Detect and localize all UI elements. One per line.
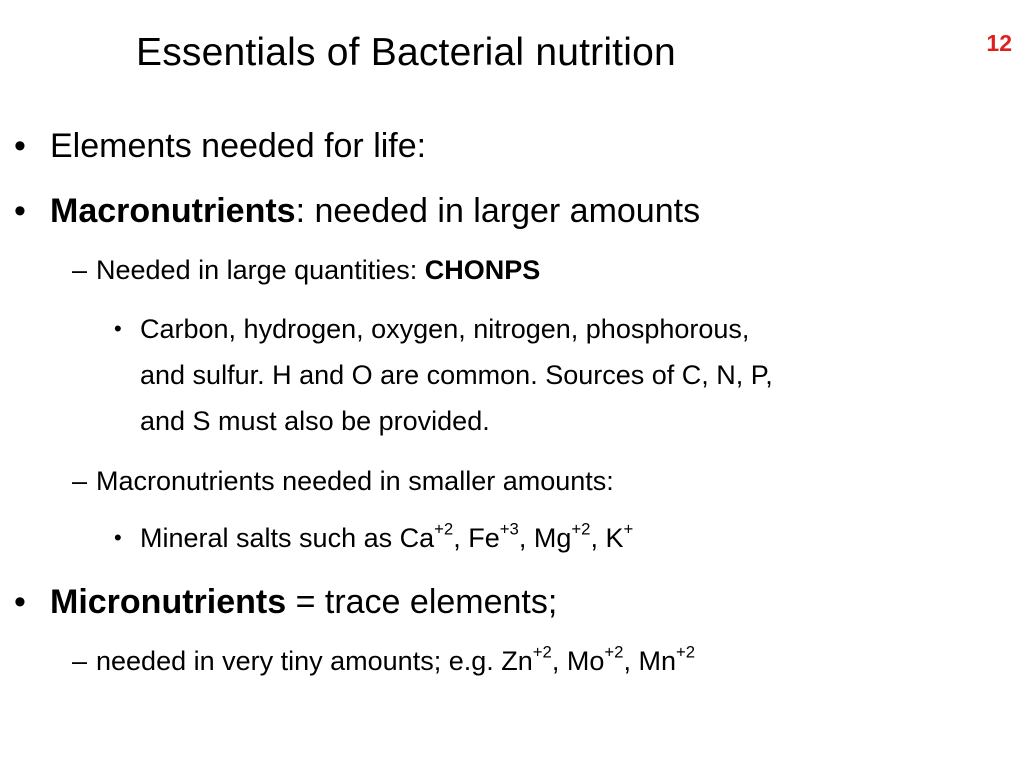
ion-separator: ,	[623, 646, 639, 676]
ion-charge: +3	[499, 519, 519, 539]
ion-symbol: Mo	[566, 646, 605, 676]
ion-separator: ,	[551, 646, 567, 676]
sub-bullet-text: Needed in large quantities:	[96, 255, 425, 285]
bullet-text: = trace elements;	[286, 583, 558, 621]
sub-bullet-tiny-amounts	[72, 643, 695, 679]
bullet-marker: •	[14, 583, 26, 621]
bullet-marker: •	[14, 192, 26, 230]
ion-symbol: Mg	[533, 523, 572, 553]
detail-text	[140, 515, 1000, 561]
slide-title: Essentials of Bacterial nutrition	[136, 31, 676, 74]
detail-line-1: Carbon, hydrogen, oxygen, nitrogen, phosphorous,	[140, 314, 750, 344]
detail-line-2: and sulfur. H and O are common. Sources of C, N, P,	[140, 360, 773, 390]
bullet-micronutrients	[14, 581, 557, 623]
ion-symbol: K	[605, 523, 624, 553]
sub-bullet-bold-term: CHONPS	[424, 255, 541, 285]
sub-bullet-large-quantities	[72, 252, 540, 288]
detail-chonps	[114, 306, 1000, 444]
detail-line-3: and S must also be provided.	[140, 406, 490, 436]
sub-bullet-smaller-amounts	[72, 463, 614, 499]
ion-symbol: Zn	[501, 646, 533, 676]
ion-symbol: Mn	[638, 646, 677, 676]
detail-text	[140, 306, 1000, 444]
ion-charge: +	[623, 519, 634, 539]
sub-bullet-text: Macronutrients needed in smaller amounts:	[96, 466, 614, 496]
ion-charge: +2	[604, 642, 624, 662]
sub-bullet-text: needed in very tiny amounts; e.g.	[96, 646, 502, 676]
bullet-text: Elements needed for life:	[50, 127, 427, 165]
bullet-text: : needed in larger amounts	[295, 192, 701, 230]
bullet-bold-term: Micronutrients	[50, 583, 287, 621]
ion-separator: ,	[518, 523, 534, 553]
ion-separator: ,	[590, 523, 606, 553]
ion-symbol: Fe	[468, 523, 500, 553]
bullet-marker: •	[14, 127, 26, 165]
ion-symbol: Ca	[399, 523, 435, 553]
detail-mineral-salts	[114, 515, 1000, 561]
ion-separator: ,	[453, 523, 469, 553]
ion-charge: +2	[434, 519, 454, 539]
ion-charge: +2	[532, 642, 552, 662]
ion-charge: +2	[571, 519, 591, 539]
dash-marker: –	[72, 646, 88, 676]
ion-charge: +2	[676, 642, 696, 662]
bullet-bold-term: Macronutrients	[50, 192, 296, 230]
dash-marker: –	[72, 255, 88, 285]
bullet-elements-needed	[14, 125, 426, 167]
page-number: 12	[986, 30, 1012, 56]
bullet-marker: •	[114, 316, 122, 341]
bullet-macronutrients	[14, 190, 700, 232]
detail-prefix: Mineral salts such as	[140, 523, 400, 553]
dash-marker: –	[72, 466, 88, 496]
bullet-marker: •	[114, 525, 122, 550]
